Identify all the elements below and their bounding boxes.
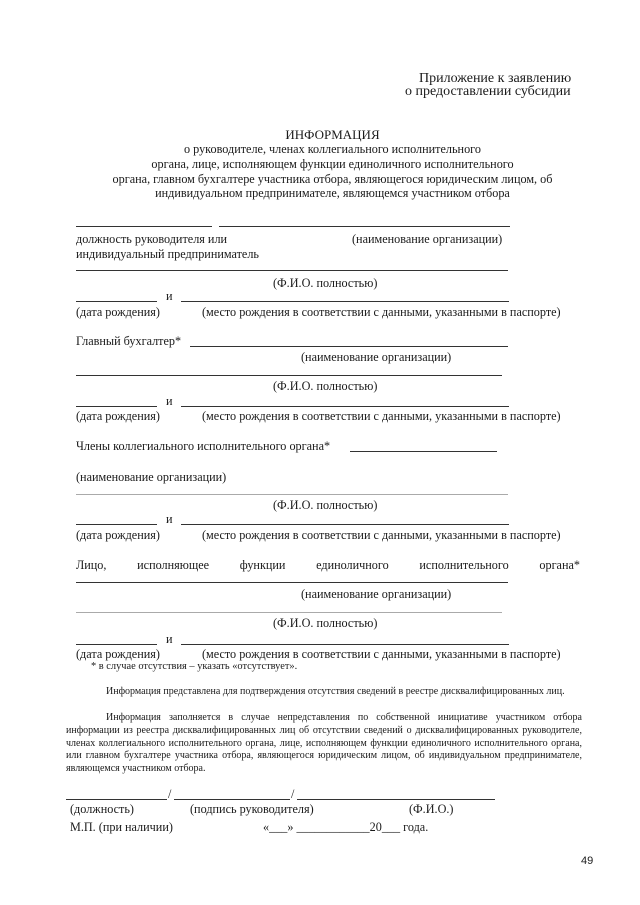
signature-slash: / — [168, 787, 172, 801]
title-heading: ИНФОРМАЦИЯ — [285, 127, 380, 142]
birth-date-label: (дата рождения) — [76, 528, 160, 542]
birth-date-label: (дата рождения) — [76, 305, 160, 319]
signature-line[interactable] — [174, 799, 290, 800]
header-line-1: Приложение к заявлению — [419, 71, 572, 86]
and-label: и — [166, 512, 173, 526]
fio-input-line[interactable] — [76, 494, 508, 495]
birth-date-input-line[interactable] — [76, 644, 157, 645]
note-paragraph-2: Информация заполняется в случае непредставления по собственной инициативе участником отбора информации из реестра дисквалифицированных лиц об отсутствии сведений о дисквалифицированных руководителе, членах коллегиального исполнительного органа, лице, исполняющем функции единоличного исполнительного органа, или главном бухгалтере участника отбора, являющегося юридическим лицом, об индивидуальном предпринимателе, являющемся участником отбора. — [66, 712, 582, 775]
sole-executive-label — [76, 558, 580, 572]
signature-fio-line[interactable] — [297, 799, 495, 800]
org-name-label: (наименование организации) — [76, 470, 227, 484]
birth-date-input-line[interactable] — [76, 524, 157, 525]
sole-executive-word: органа* — [539, 558, 580, 572]
board-members-input-line[interactable] — [350, 451, 497, 452]
and-label: и — [166, 289, 173, 303]
birth-place-label: (место рождения в соответствии с данными, указанными в паспорте) — [202, 305, 561, 319]
birth-place-label: (место рождения в соответствии с данными, указанными в паспорте) — [202, 647, 561, 661]
footnote: * в случае отсутствия – указать «отсутствует». — [91, 661, 298, 672]
position-input-line[interactable] — [76, 226, 212, 227]
sole-executive-word: функции — [239, 558, 286, 572]
org-name-label: (наименование организации) — [301, 587, 452, 601]
sole-executive-word: исполнительного — [419, 558, 509, 572]
fio-label: (Ф.И.О. полностью) — [273, 276, 378, 290]
signature-position-label: (должность) — [70, 802, 134, 816]
fio-label: (Ф.И.О. полностью) — [273, 498, 378, 512]
signature-position-line[interactable] — [66, 799, 167, 800]
position-head-label-1: должность руководителя или — [76, 232, 228, 246]
and-label: и — [166, 632, 173, 646]
birth-place-input-line[interactable] — [181, 301, 509, 302]
birth-place-input-line[interactable] — [181, 644, 509, 645]
header-line-2: о предоставлении субсидии — [405, 84, 571, 99]
title-subtitle-3: органа, главном бухгалтере участника отбора, являющегося юридическим лицом, об — [112, 172, 553, 186]
chief-accountant-org-line[interactable] — [190, 346, 508, 347]
page-number: 49 — [581, 855, 594, 867]
birth-date-label: (дата рождения) — [76, 647, 160, 661]
fio-input-line[interactable] — [76, 612, 502, 613]
and-label: и — [166, 394, 173, 408]
org-name-label: (наименование организации) — [352, 232, 503, 246]
sole-executive-word: Лицо, — [76, 558, 107, 572]
birth-place-label: (место рождения в соответствии с данными, указанными в паспорте) — [202, 528, 561, 542]
signature-fio-label: (Ф.И.О.) — [409, 802, 454, 816]
fio-label: (Ф.И.О. полностью) — [273, 379, 378, 393]
chief-accountant-label: Главный бухгалтер* — [76, 334, 182, 348]
birth-date-input-line[interactable] — [76, 406, 157, 407]
birth-date-label: (дата рождения) — [76, 409, 160, 423]
sole-executive-word: единоличного — [316, 558, 389, 572]
birth-place-input-line[interactable] — [181, 524, 509, 525]
sole-executive-org-line[interactable] — [76, 582, 508, 583]
stamp-label: М.П. (при наличии) — [70, 820, 173, 834]
birth-date-input-line[interactable] — [76, 301, 157, 302]
fio-label: (Ф.И.О. полностью) — [273, 616, 378, 630]
title-subtitle-2: органа, лице, исполняющем функции единоличного исполнительного — [151, 157, 514, 171]
birth-place-label: (место рождения в соответствии с данными, указанными в паспорте) — [202, 409, 561, 423]
org-name-input-line[interactable] — [219, 226, 510, 227]
title-subtitle-4: индивидуальном предпринимателе, являющемся участником отбора — [155, 186, 510, 200]
title-subtitle-1: о руководителе, членах коллегиального исполнительного — [184, 142, 481, 156]
fio-input-line[interactable] — [76, 375, 502, 376]
fio-input-line[interactable] — [76, 270, 508, 271]
sole-executive-word: исполняющее — [137, 558, 210, 572]
signature-date-line[interactable]: «___» ____________20___ года. — [263, 820, 429, 834]
note-paragraph-1: Информация представлена для подтверждения отсутствия сведений в реестре дисквалифицированных лиц. — [106, 686, 565, 697]
position-head-label-2: индивидуальный предприниматель — [76, 247, 259, 261]
org-name-label: (наименование организации) — [301, 350, 452, 364]
board-members-label: Члены коллегиального исполнительного органа* — [76, 439, 331, 453]
signature-slash: / — [291, 787, 295, 801]
birth-place-input-line[interactable] — [181, 406, 509, 407]
signature-head-label: (подпись руководителя) — [190, 802, 314, 816]
